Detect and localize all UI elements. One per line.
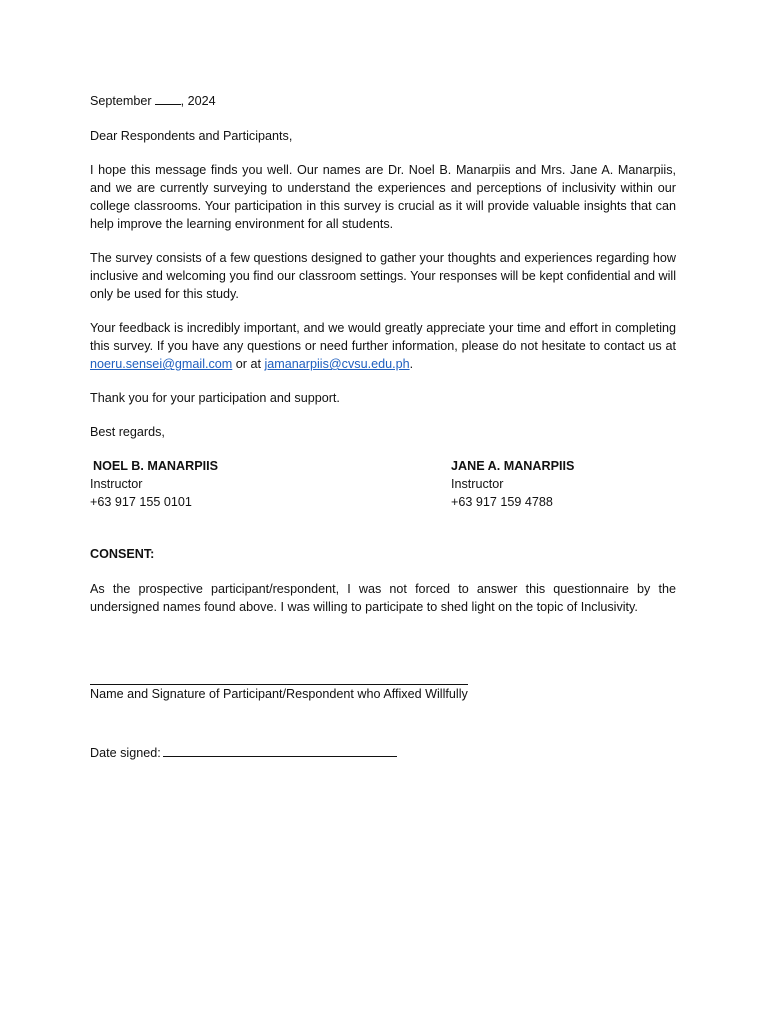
date-signed-line[interactable] — [163, 743, 397, 757]
consent-heading: CONSENT: — [90, 547, 155, 561]
date-month: September — [90, 94, 152, 108]
closing-line: Best regards, — [90, 425, 165, 439]
date-signed-label: Date signed: — [90, 746, 161, 760]
email-link-noel[interactable]: noeru.sensei@gmail.com — [90, 357, 233, 371]
date-year: , 2024 — [180, 94, 216, 108]
paragraph-survey-description: The survey consists of a few questions designed to gather your thoughts and experiences regarding how inclusive and welcoming you find our classroom settings. Your responses will be kept confidential and will only be used for this study. — [90, 251, 676, 301]
signature-line[interactable] — [90, 668, 468, 685]
consent-statement: As the prospective participant/respondent, I was not forced to answer this questionnaire by the undersigned names found above. I was willing to participate to shed light on the topic of Inclusivity. — [90, 582, 676, 614]
salutation: Dear Respondents and Participants, — [90, 129, 293, 143]
signatory-jane — [451, 457, 574, 511]
paragraph-contact-connector: or at — [232, 357, 265, 371]
signatory-role: Instructor — [451, 477, 504, 491]
signatory-phone: +63 917 155 0101 — [90, 495, 192, 509]
email-link-jane[interactable]: jamanarpiis@cvsu.edu.ph — [264, 357, 410, 371]
paragraph-contact-end: . — [409, 357, 414, 371]
signatories-block — [90, 457, 676, 511]
letter-page — [90, 92, 676, 762]
signatory-noel — [90, 457, 219, 511]
letter-date — [90, 92, 676, 110]
signatory-name: NOEL B. MANARPIIS — [93, 459, 219, 473]
signatory-name: JANE A. MANARPIIS — [451, 459, 575, 473]
paragraph-intro: I hope this message finds you well. Our names are Dr. Noel B. Manarpiis and Mrs. Jane A. Manarpiis, and we are currently surveying to understand the experiences and perceptions of inclusivity within our college classrooms. Your participation in this survey is crucial as it will provide valuable insights that can help improve the learning environment for all students. — [90, 163, 676, 231]
signature-caption: Name and Signature of Participant/Respondent who Affixed Willfully — [90, 687, 468, 701]
paragraph-contact-text: Your feedback is incredibly important, and we would greatly appreciate your time and effort in completing this survey. If you have any questions or need further information, please do not hesitate to contact us at — [90, 321, 676, 353]
signatory-role: Instructor — [90, 477, 143, 491]
date-signed-row — [90, 743, 676, 762]
date-day-blank — [155, 92, 181, 105]
signatory-phone: +63 917 159 4788 — [451, 495, 553, 509]
thanks-line: Thank you for your participation and support. — [90, 391, 340, 405]
paragraph-contact — [90, 319, 676, 373]
